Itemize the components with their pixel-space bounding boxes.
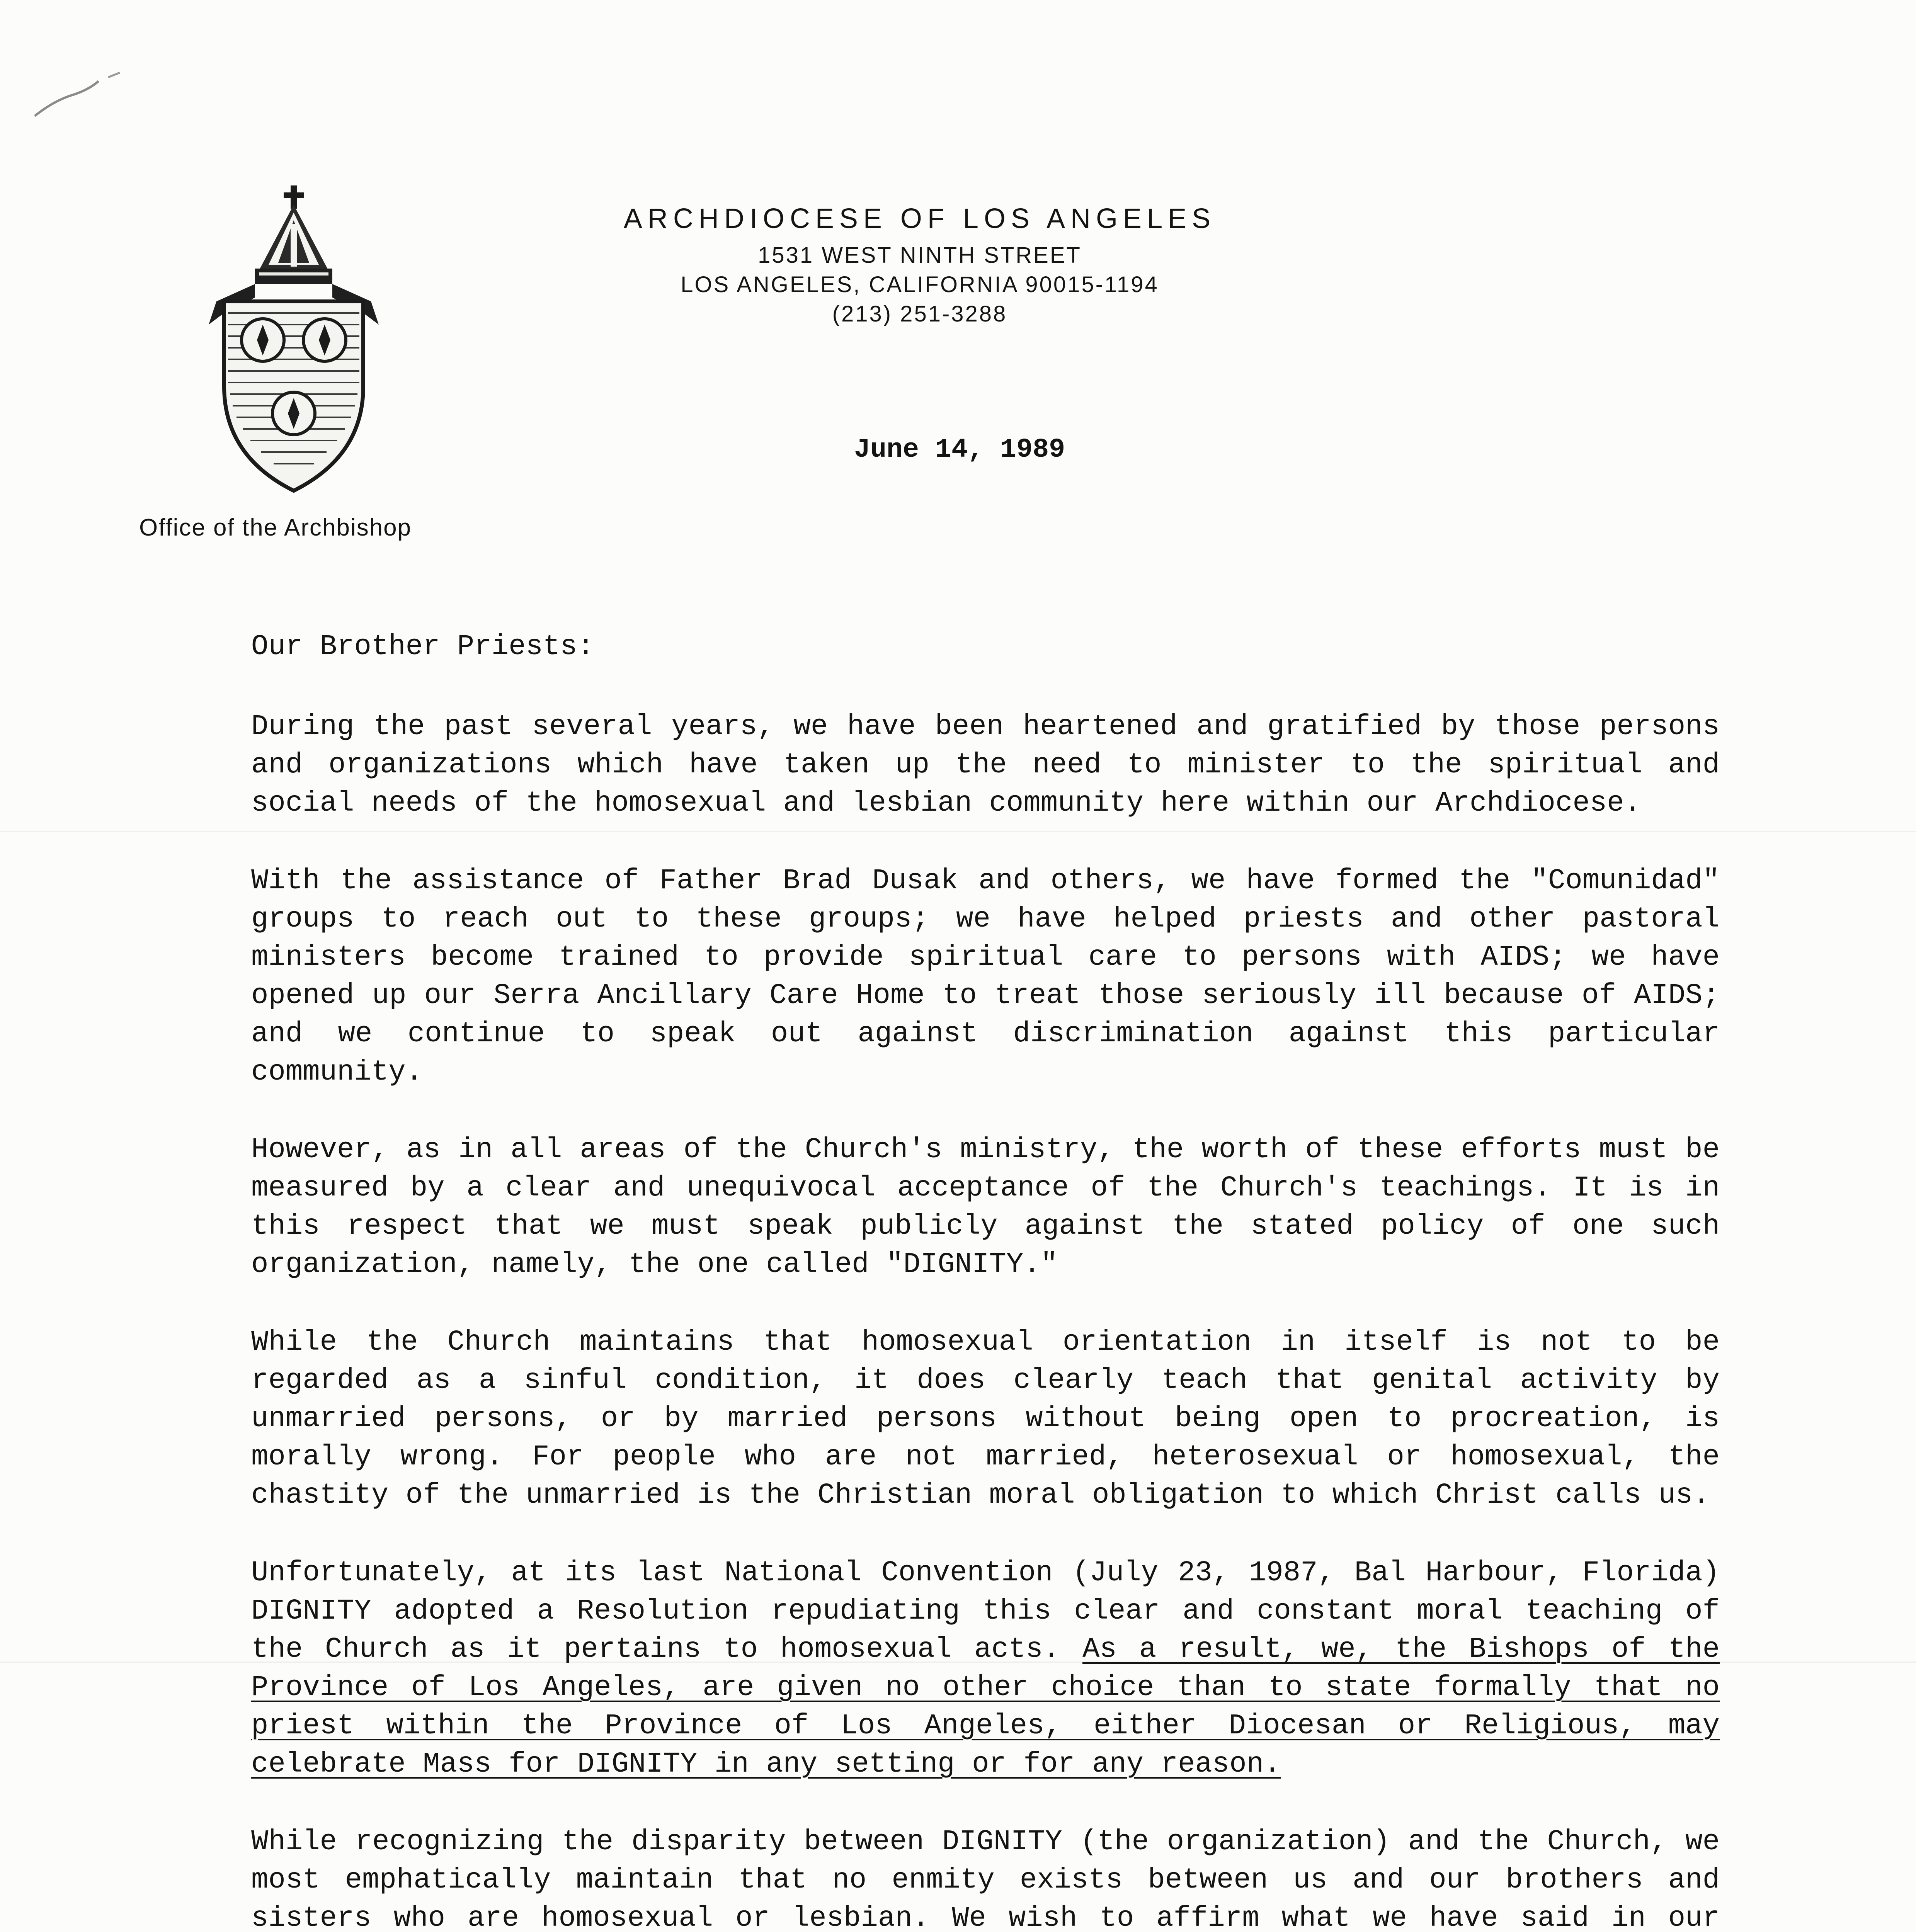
office-of-archbishop-label: Office of the Archbishop — [139, 514, 412, 541]
paragraph-6: While recognizing the disparity between DIGNITY (the organization) and the Church, we most emphatically maintain that no enmity exists between us and our brothers and sisters who are homosexual or lesbian. We wish to affirm what we have said in our — [251, 1826, 1720, 1932]
letterhead-phone: (213) 251-3288 — [832, 301, 1007, 327]
paragraph-1: During the past several years, we have been heartened and gratified by those persons and organizations which have taken up the need to minister to the spiritual and social needs of the homosexual and lesbian community here within our Archdiocese. — [251, 711, 1720, 820]
letter-body — [251, 628, 1720, 1932]
paragraph-5-text: Unfortunately, at its last National Convention (July 23, 1987, Bal Harbour, Florida) DIGNITY adopted a Resolution repudiating this clear and constant moral teaching of the Church as it pertains to homosexual acts. — [251, 1557, 1720, 1666]
paper-scuff-mark — [31, 66, 131, 124]
salutation: Our Brother Priests: — [251, 631, 595, 663]
letterhead-city: LOS ANGELES, CALIFORNIA 90015-1194 — [681, 272, 1159, 297]
paragraph-4: While the Church maintains that homosexual orientation in itself is not to be regarded as a sinful condition, it does clearly teach that genital activity by unmarried persons, or by married persons without being open to procreation, is morally wrong. For people who are not married, heterosexual or homosexual, the chastity of the unmarried is the Christian moral obligation to which Christ calls us. — [251, 1326, 1720, 1512]
underlined-directive: As a result, we, the Bishops of the Province of Los Angeles, are given no other choice than to state formally that no priest within the Province of Los Angeles, either Diocesan or Religious, may celebrate Mass for DIGNITY in any setting or for any reason. — [251, 1633, 1720, 1781]
letterhead-street: 1531 WEST NINTH STREET — [758, 243, 1082, 268]
letter-date: June 14, 1989 — [854, 435, 1065, 465]
paragraph-2: With the assistance of Father Brad Dusak and others, we have formed the "Comunidad" groups to reach out to these groups; we have helped priests and other pastoral ministers become trained to provide spiritual care to persons with AIDS; we have opened up our Serra Ancillary Care Home to treat those seriously ill because of AIDS; and we continue to speak out against discrimination against this particular community. — [251, 865, 1720, 1088]
letterhead-title: ARCHDIOCESE OF LOS ANGELES — [623, 203, 1216, 234]
letterhead — [603, 205, 1237, 332]
paragraph-5 — [251, 1554, 1720, 1784]
paragraph-3: However, as in all areas of the Church's ministry, the worth of these efforts must be measured by a clear and unequivocal acceptance of the Church's teachings. It is in this respect that we must speak publicly against the stated policy of one such organization, namely, the one called "DIGNITY." — [251, 1134, 1720, 1281]
archdiocese-crest-icon — [201, 185, 386, 495]
